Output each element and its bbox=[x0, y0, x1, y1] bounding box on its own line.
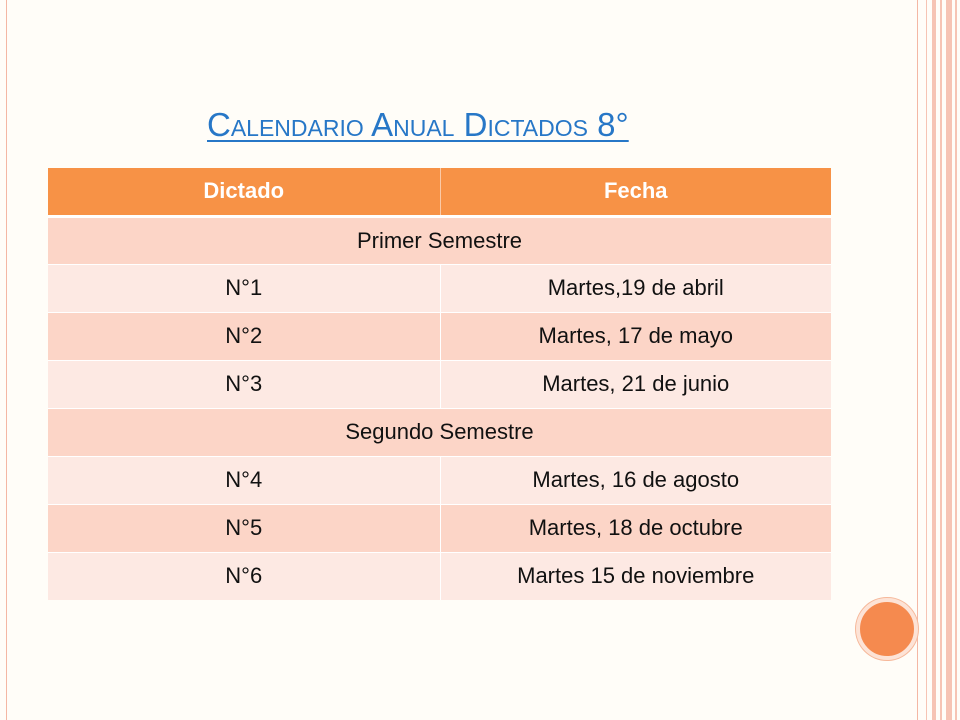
dictado-number: N°1 bbox=[48, 264, 440, 312]
dictado-date: Martes, 18 de octubre bbox=[440, 504, 831, 552]
decorative-stripe bbox=[932, 0, 936, 720]
dictado-date: Martes 15 de noviembre bbox=[440, 552, 831, 600]
table-row bbox=[48, 264, 831, 312]
table-row bbox=[48, 504, 831, 552]
table-row bbox=[48, 456, 831, 504]
decorative-stripe bbox=[955, 0, 957, 720]
decorative-stripe bbox=[946, 0, 952, 720]
dictado-date: Martes,19 de abril bbox=[440, 264, 831, 312]
slide-title: Calendario Anual Dictados 8° bbox=[207, 106, 629, 143]
semester-row bbox=[48, 408, 831, 456]
decorative-stripe bbox=[940, 0, 942, 720]
dictado-date: Martes, 17 de mayo bbox=[440, 312, 831, 360]
semester-label: Primer Semestre bbox=[48, 216, 831, 264]
semester-row bbox=[48, 216, 831, 264]
decorative-circle bbox=[856, 598, 918, 660]
table-row bbox=[48, 552, 831, 600]
column-header-dictado: Dictado bbox=[48, 168, 440, 216]
column-header-fecha: Fecha bbox=[440, 168, 831, 216]
dictado-date: Martes, 16 de agosto bbox=[440, 456, 831, 504]
dictado-number: N°5 bbox=[48, 504, 440, 552]
dictado-date: Martes, 21 de junio bbox=[440, 360, 831, 408]
table-row bbox=[48, 312, 831, 360]
calendar-table bbox=[48, 168, 831, 600]
semester-label: Segundo Semestre bbox=[48, 408, 831, 456]
table-header-row bbox=[48, 168, 831, 216]
dictado-number: N°6 bbox=[48, 552, 440, 600]
dictado-number: N°4 bbox=[48, 456, 440, 504]
dictado-number: N°3 bbox=[48, 360, 440, 408]
dictado-number: N°2 bbox=[48, 312, 440, 360]
decorative-stripe bbox=[926, 0, 927, 720]
table-row bbox=[48, 360, 831, 408]
